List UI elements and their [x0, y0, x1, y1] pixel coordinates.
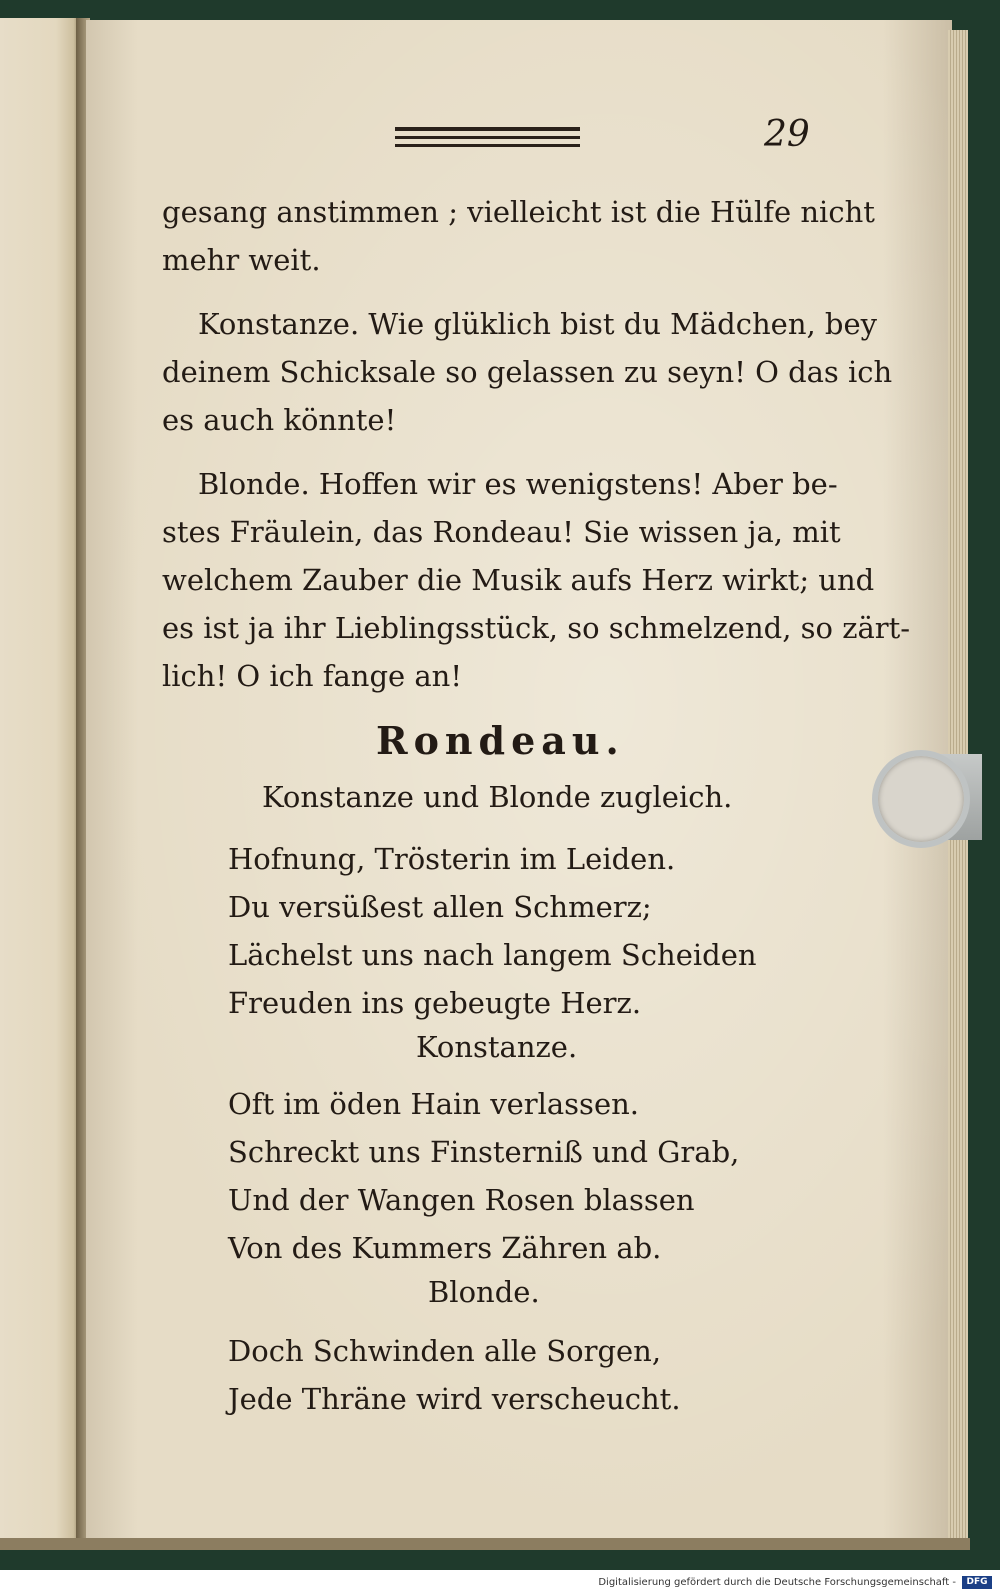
- verse-line: Hofnung, Trösterin im Leiden.: [228, 842, 676, 876]
- paragraph-1: [162, 188, 875, 284]
- paragraph-2: [162, 300, 893, 444]
- speaker-label: Konstanze.: [416, 1030, 578, 1064]
- text-line: es ist ja ihr Lieblingsstück, so schmelzend, so zärt-: [162, 611, 911, 645]
- text-line: es auch könnte!: [162, 403, 397, 437]
- verse-stanza-2: [228, 1080, 739, 1272]
- page-clip: [872, 748, 982, 848]
- dfg-logo: DFG: [962, 1576, 992, 1589]
- verse-line: Von des Kummers Zähren ab.: [228, 1231, 662, 1265]
- left-page: [0, 18, 80, 1538]
- verse-line: Lächelst uns nach langem Scheiden: [228, 938, 757, 972]
- page-number: 29: [764, 114, 810, 155]
- speaker-label: Konstanze und Blonde zugleich.: [262, 780, 733, 814]
- text-line: lich! O ich fange an!: [162, 659, 463, 693]
- text-line: mehr weit.: [162, 243, 321, 277]
- speaker-label: Blonde.: [428, 1275, 540, 1309]
- verse-line: Jede Thräne wird verscheucht.: [228, 1382, 681, 1416]
- verse-line: Und der Wangen Rosen blassen: [228, 1183, 695, 1217]
- text-line: gesang anstimmen ; vielleicht ist die Hülfe nicht: [162, 195, 875, 229]
- header-ornament-rule: [395, 127, 580, 157]
- book-bottom-edge: [0, 1538, 970, 1550]
- clip-ring: [872, 750, 970, 848]
- text-line: Blonde. Hoffen wir es wenigstens! Aber be-: [198, 467, 838, 501]
- section-heading: Rondeau.: [376, 718, 625, 763]
- verse-line: Du versüßest allen Schmerz;: [228, 890, 652, 924]
- text-line: Konstanze. Wie glüklich bist du Mädchen, bey: [198, 307, 878, 341]
- verse-line: Schreckt uns Finsterniß und Grab,: [228, 1135, 740, 1169]
- verse-line: Oft im öden Hain verlassen.: [228, 1087, 639, 1121]
- footer-credit: Digitalisierung gefördert durch die Deutsche Forschungsgemeinschaft -: [598, 1577, 956, 1588]
- paragraph-3: [162, 460, 911, 700]
- verse-line: Doch Schwinden alle Sorgen,: [228, 1334, 662, 1368]
- verse-stanza-1: [228, 835, 757, 1027]
- text-line: welchem Zauber die Musik aufs Herz wirkt; und: [162, 563, 875, 597]
- text-line: stes Fräulein, das Rondeau! Sie wissen ja, mit: [162, 515, 841, 549]
- text-line: deinem Schicksale so gelassen zu seyn! O das ich: [162, 355, 893, 389]
- verse-line: Freuden ins gebeugte Herz.: [228, 986, 642, 1020]
- verse-stanza-3: [228, 1327, 681, 1423]
